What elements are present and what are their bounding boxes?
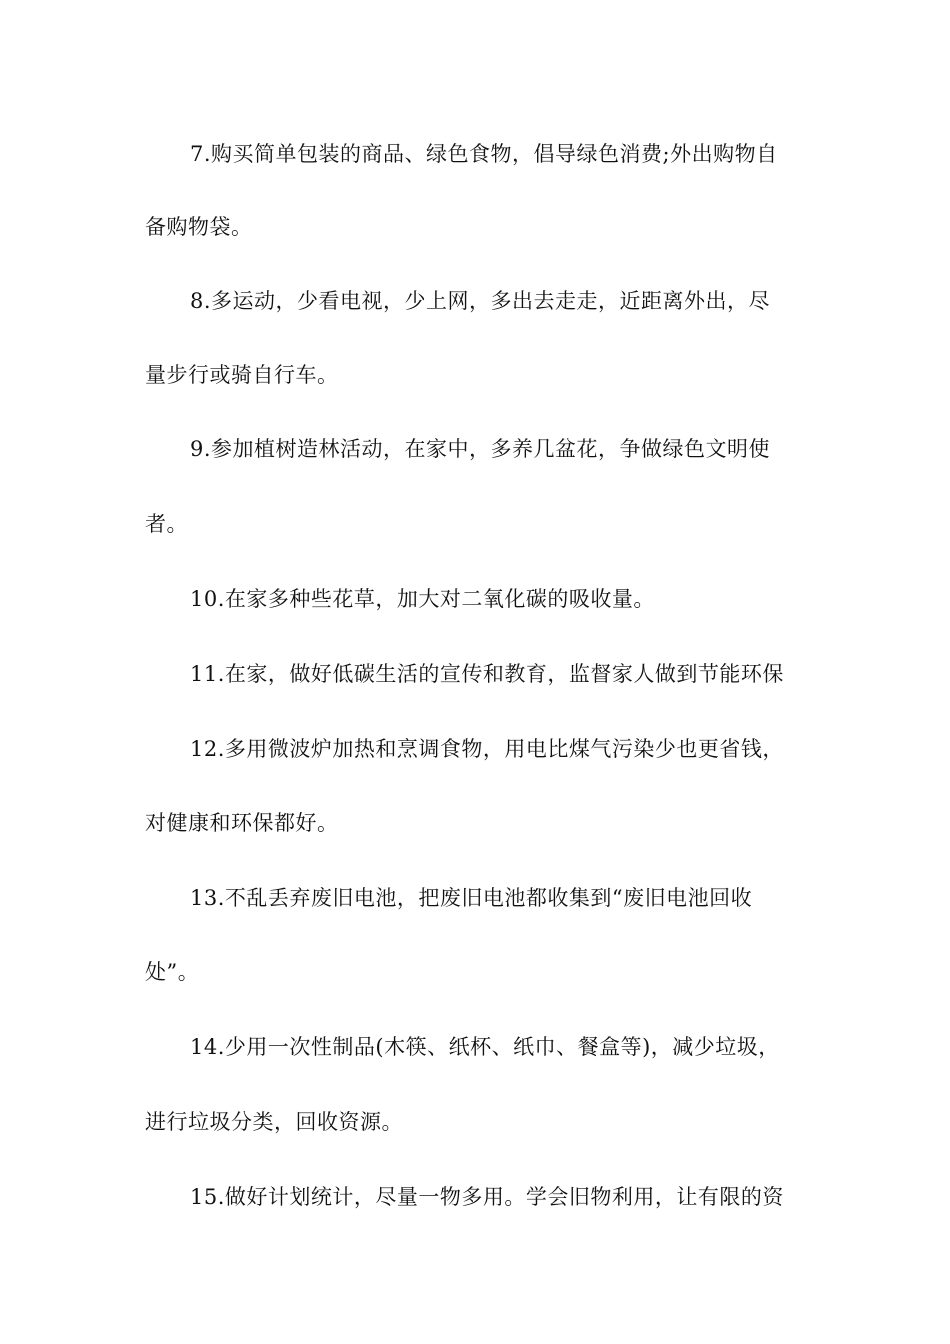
item-8-line-2: 量步行或骑自行车。 [145,363,339,387]
item-7-line-1: 7.购买简单包装的商品、绿色食物，倡导绿色消费;外出购物自 [190,142,778,166]
item-15-line-1: 15.做好计划统计，尽量一物多用。学会旧物利用，让有限的资 [190,1185,784,1209]
item-9-line-1: 9.参加植树造林活动，在家中，多养几盆花，争做绿色文明使 [190,437,771,461]
item-13-line-1: 13.不乱丢弃废旧电池，把废旧电池都收集到“废旧电池回收 [190,886,753,910]
item-9-line-2: 者。 [145,512,188,536]
item-12-line-2: 对健康和环保都好。 [145,811,339,835]
item-7-line-2: 备购物袋。 [145,215,253,239]
item-14-line-2: 进行垃圾分类，回收资源。 [145,1110,403,1134]
item-12-line-1: 12.多用微波炉加热和烹调食物，用电比煤气污染少也更省钱， [190,737,784,761]
item-10-line-1: 10.在家多种些花草，加大对二氧化碳的吸收量。 [190,587,655,611]
item-11-line-1: 11.在家，做好低碳生活的宣传和教育，监督家人做到节能环保 [190,662,784,686]
item-14-line-1: 14.少用一次性制品(木筷、纸杯、纸巾、餐盒等)，减少垃圾， [190,1035,780,1059]
item-8-line-1: 8.多运动，少看电视，少上网，多出去走走，近距离外出，尽 [190,289,771,313]
item-13-line-2: 处”。 [145,960,200,984]
